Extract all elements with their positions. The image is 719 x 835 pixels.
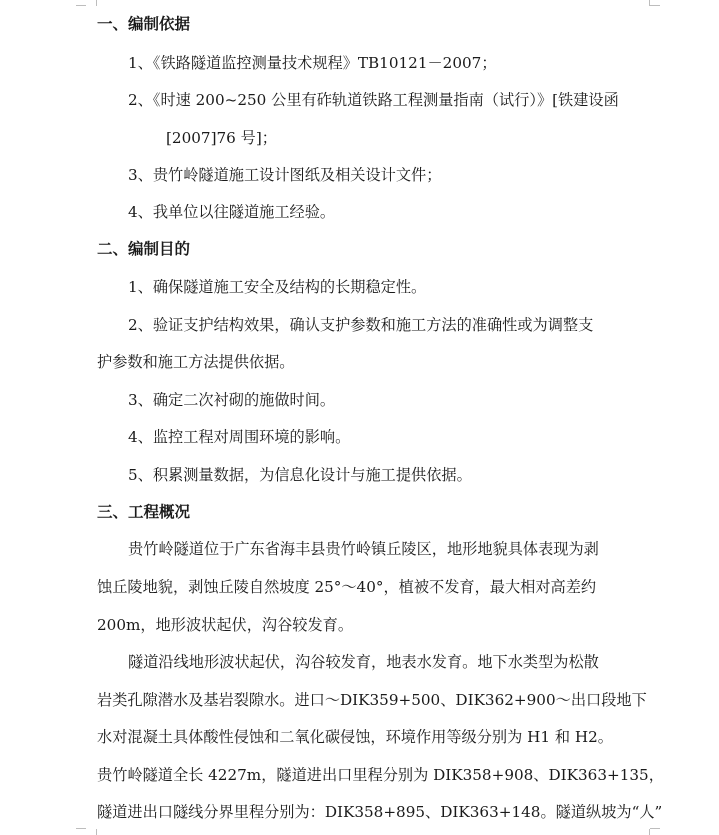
overview-para2-line2: 岩类孔隙潜水及基岩裂隙水。进口～DIK359+500、DIK362+900～出口段地下: [97, 691, 647, 709]
crop-mark-top-left: [86, 0, 97, 6]
crop-mark-bottom-left: [86, 829, 97, 835]
purpose-item-1: 1、确保隧道施工安全及结构的长期稳定性。: [128, 278, 427, 296]
overview-para2-line5: 隧道进出口隧线分界里程分别为：DIK358+895、DIK363+148。隧道纵坡为“人”: [97, 803, 663, 821]
overview-para1-line3: 200m，地形波状起伏，沟谷较发育。: [97, 616, 354, 634]
basis-item-2-cont: [2007]76 号]；: [166, 129, 277, 147]
section-heading-purpose: 二、编制目的: [97, 240, 191, 258]
overview-para1-line1: 贵竹岭隧道位于广东省海丰县贵竹岭镇丘陵区，地形地貌具体表现为剥: [128, 540, 599, 558]
overview-para2-line1: 隧道沿线地形波状起伏，沟谷较发育，地表水发育。地下水类型为松散: [128, 653, 599, 671]
section-heading-overview: 三、工程概况: [97, 503, 191, 521]
basis-item-2: 2、《时速 200~250 公里有砟轨道铁路工程测量指南（试行）》[铁建设函: [128, 91, 619, 109]
purpose-item-3: 3、确定二次衬砌的施做时间。: [128, 391, 336, 409]
basis-item-4: 4、我单位以往隧道施工经验。: [128, 203, 336, 221]
crop-mark-bottom-left-h: [76, 828, 86, 830]
purpose-item-2-cont: 护参数和施工方法提供依据。: [97, 353, 295, 371]
crop-mark-bottom-right-h: [650, 828, 660, 830]
crop-mark-top-right-h: [650, 5, 660, 7]
overview-para2-line3: 水对混凝土具体酸性侵蚀和二氧化碳侵蚀，环境作用等级分别为 H1 和 H2。: [97, 728, 613, 746]
overview-para2-line4: 贵竹岭隧道全长 4227m，隧道进出口里程分别为 DIK358+908、DIK363+135，: [97, 766, 664, 784]
basis-item-1: 1、《铁路隧道监控测量技术规程》TB10121－2007；: [128, 54, 497, 72]
purpose-item-2: 2、验证支护结构效果，确认支护参数和施工方法的准确性或为调整支: [128, 316, 594, 334]
section-heading-basis: 一、编制依据: [97, 15, 191, 33]
overview-para1-line2: 蚀丘陵地貌，剥蚀丘陵自然坡度 25°～40°，植被不发育，最大相对高差约: [97, 578, 597, 596]
basis-item-3: 3、贵竹岭隧道施工设计图纸及相关设计文件；: [128, 166, 442, 184]
crop-mark-top-left-h: [76, 5, 86, 7]
purpose-item-4: 4、监控工程对周围环境的影响。: [128, 428, 351, 446]
purpose-item-5: 5、积累测量数据，为信息化设计与施工提供依据。: [128, 466, 472, 484]
